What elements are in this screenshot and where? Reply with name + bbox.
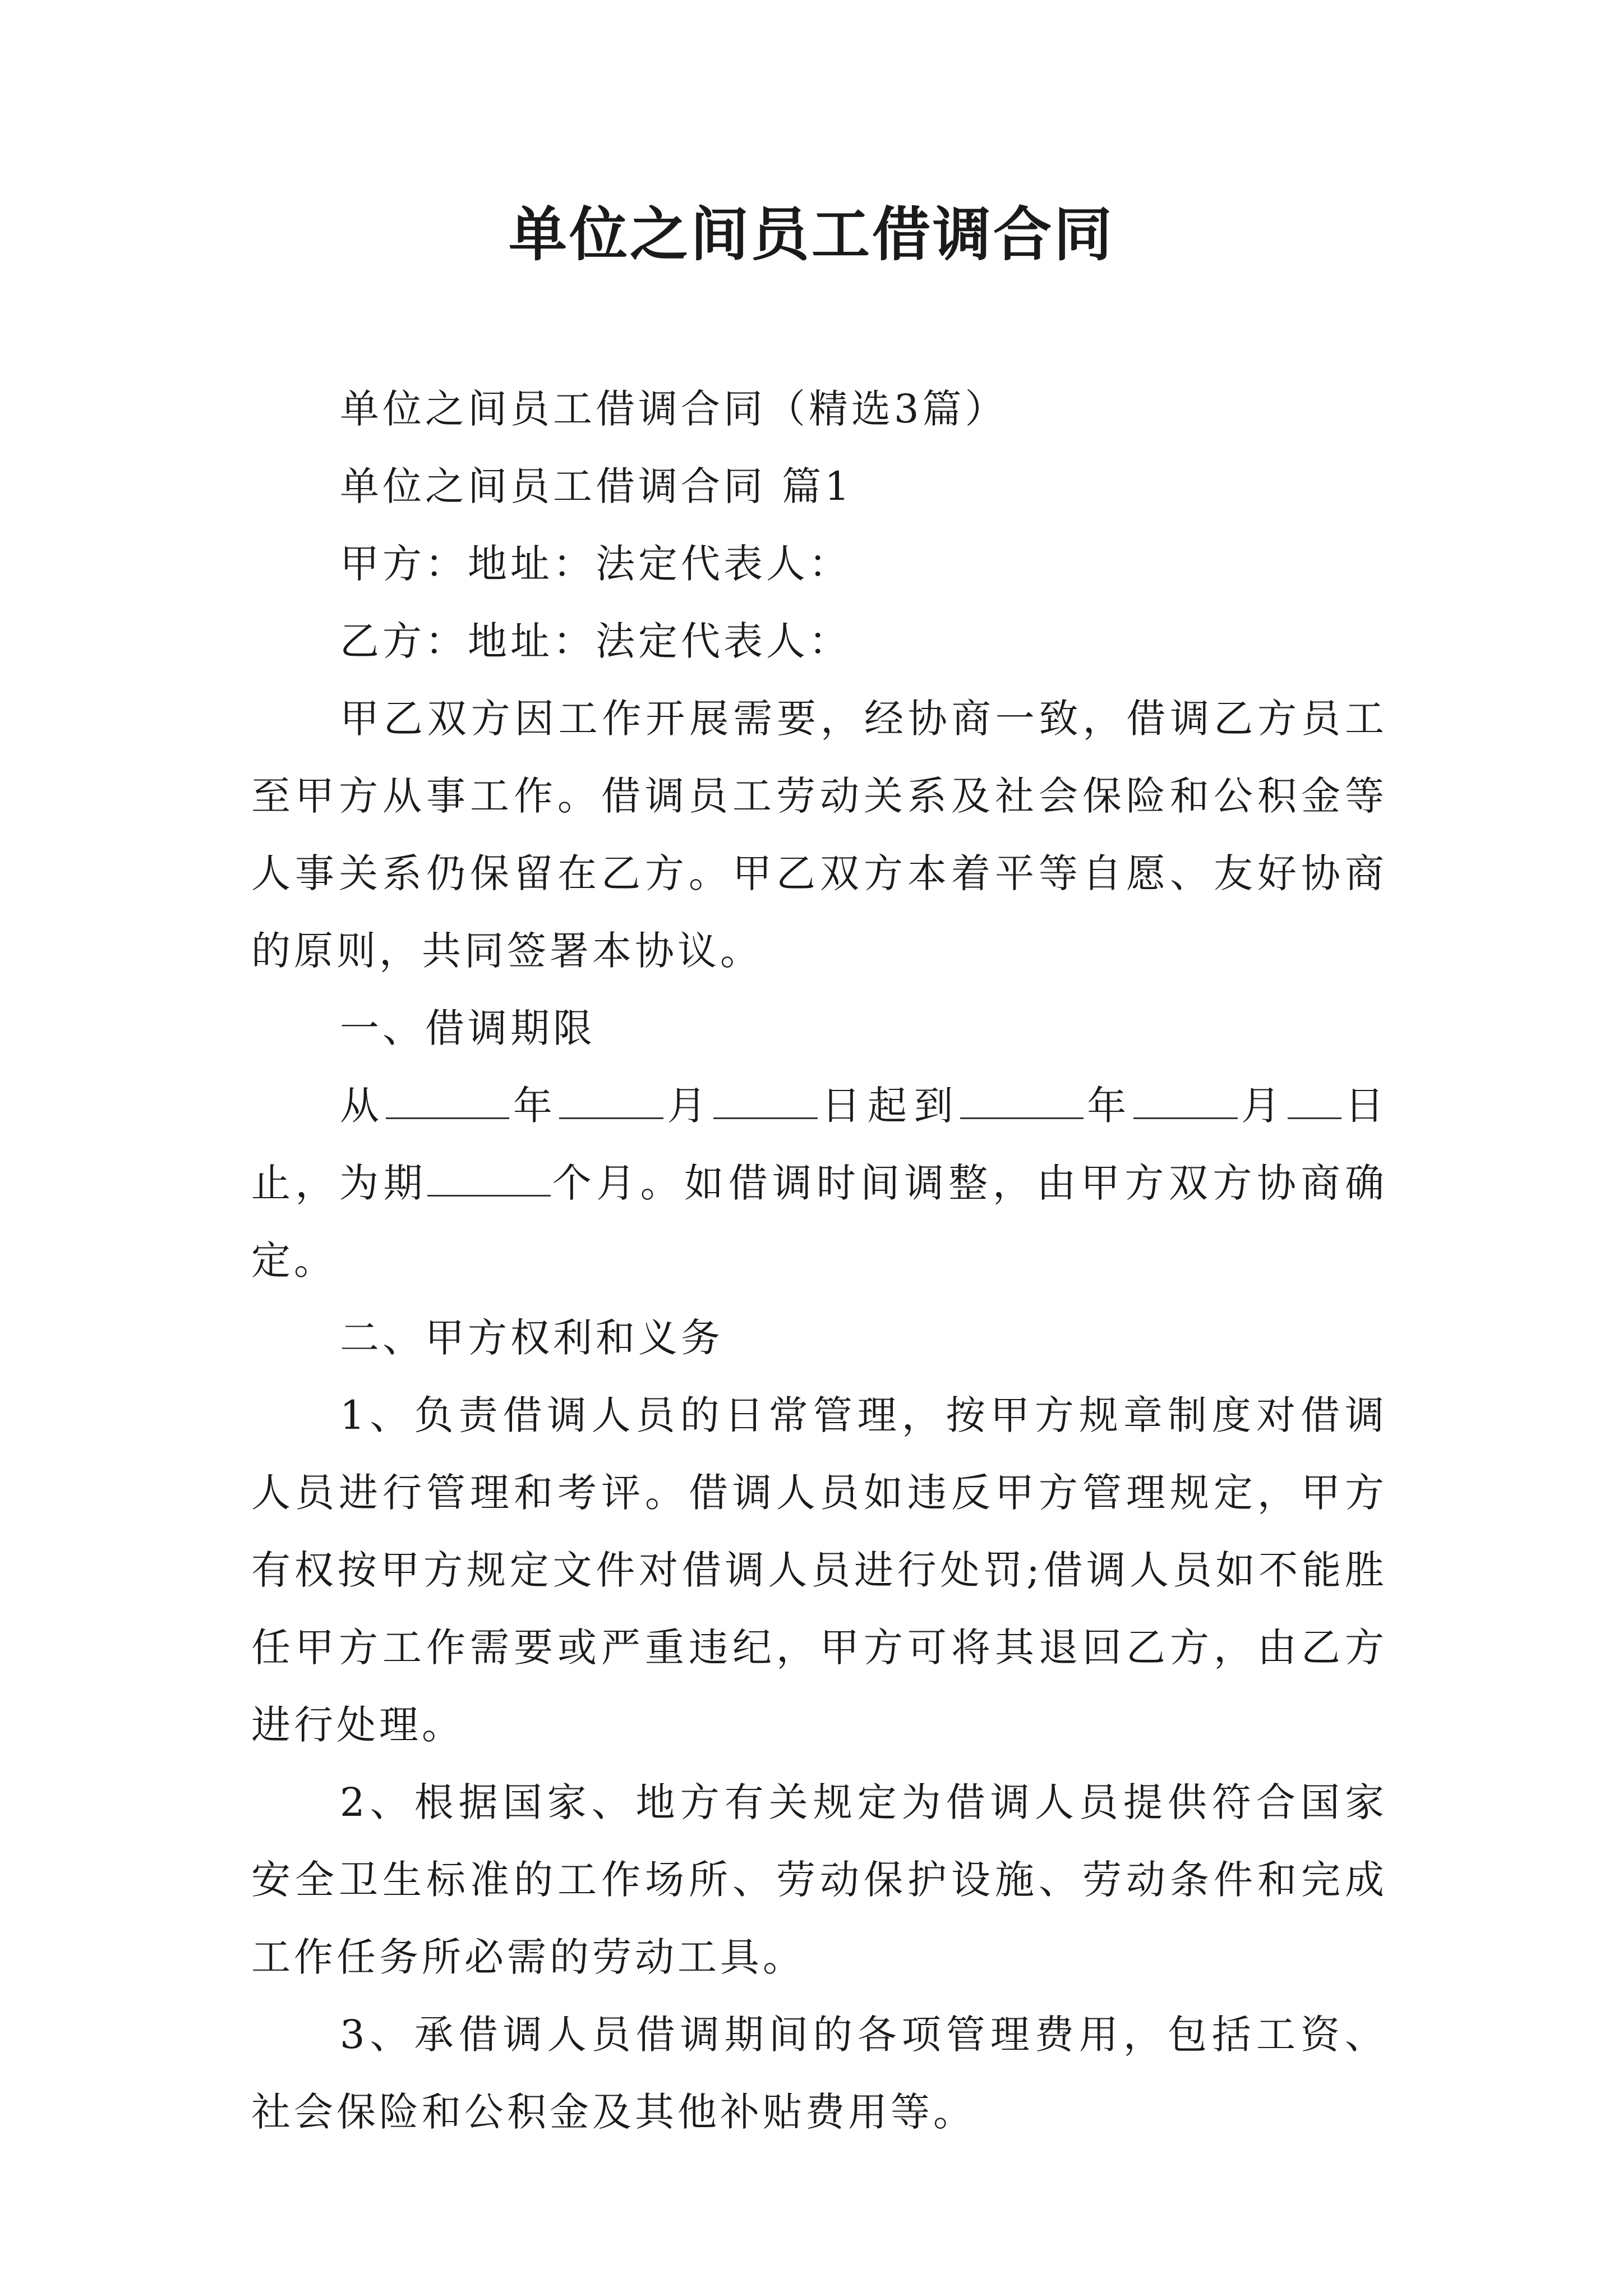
clause2-heading: 二、甲方权利和义务	[340, 1315, 723, 1361]
clause1-heading: 一、借调期限	[340, 1005, 596, 1051]
party-b-line: 乙方：地址：法定代表人：	[340, 618, 851, 664]
period-tail: 个月。如借调时间调整，由甲方双方协商确定。	[251, 1160, 1388, 1283]
period-day1: 日起到	[818, 1083, 960, 1129]
period-year2: 年	[1083, 1083, 1133, 1129]
months-blank	[427, 1161, 551, 1197]
party-a-line: 甲方：地址：法定代表人：	[340, 541, 851, 587]
section-heading: 单位之间员工借调合同 篇1	[340, 463, 853, 509]
intro-paragraph: 甲乙双方因工作开展需要，经协商一致，借调乙方员工至甲方从事工作。借调员工劳动关系及社会保险和公积金等人事关系仍保留在乙方。甲乙双方本着平等自愿、友好协商的原则，共同签署本协议。	[251, 696, 1387, 974]
start-day-blank	[713, 1084, 818, 1119]
start-year-blank	[386, 1084, 509, 1119]
period-year1: 年	[509, 1083, 560, 1129]
period-paragraph	[251, 1067, 1387, 1299]
document-subtitle: 单位之间员工借调合同（精选3篇）	[340, 386, 1008, 432]
period-day2: 日止，为期	[251, 1083, 1388, 1206]
start-month-blank	[559, 1084, 663, 1119]
document-title: 单位之间员工借调合同	[508, 200, 1114, 269]
period-month1: 月	[663, 1083, 714, 1129]
period-from: 从	[340, 1083, 386, 1129]
clause2-item-3: 3、承借调人员借调期间的各项管理费用，包括工资、社会保险和公积金及其他补贴费用等。	[251, 2012, 1387, 2135]
end-year-blank	[960, 1084, 1083, 1119]
end-day-blank	[1288, 1084, 1341, 1119]
end-month-blank	[1133, 1084, 1238, 1119]
clause2-item-1: 1、负责借调人员的日常管理，按甲方规章制度对借调人员进行管理和考评。借调人员如违反甲方管理规定，甲方有权按甲方规定文件对借调人员进行处罚;借调人员如不能胜任甲方工作需要或严重违纪，甲方可将其退回乙方，由乙方进行处理。	[251, 1392, 1387, 1748]
clause2-item-2: 2、根据国家、地方有关规定为借调人员提供符合国家安全卫生标准的工作场所、劳动保护设施、劳动条件和完成工作任务所必需的劳动工具。	[251, 1779, 1387, 1980]
period-month2: 月	[1237, 1083, 1288, 1129]
document-body	[251, 370, 1387, 2151]
